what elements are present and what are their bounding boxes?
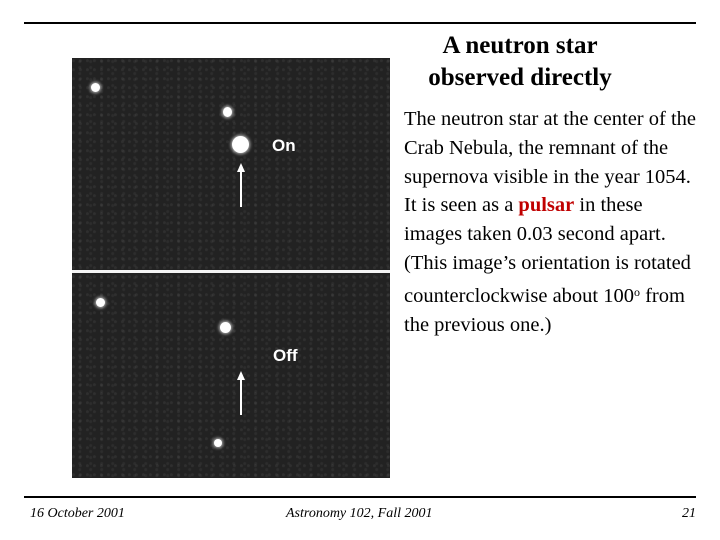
pulsar-on-star bbox=[232, 136, 249, 153]
description-text-1: The neutron star at the center of the Crab Nebula, the remnant of the supernova visible in the year 1054. It is seen as a bbox=[404, 108, 696, 217]
page-number: 21 bbox=[682, 506, 696, 521]
slide-title bbox=[400, 30, 640, 94]
top-rule bbox=[24, 22, 696, 24]
star bbox=[220, 322, 231, 333]
arrow-up-icon bbox=[234, 163, 248, 207]
panel-divider bbox=[72, 270, 390, 273]
arrow-up-icon bbox=[234, 371, 248, 415]
pulsar-highlight: pulsar bbox=[518, 194, 575, 217]
description-text-3: from the previous one.) bbox=[404, 284, 685, 336]
star bbox=[96, 298, 105, 307]
degree-symbol: o bbox=[633, 284, 640, 299]
footer-course: Astronomy 102, Fall 2001 bbox=[286, 506, 433, 521]
star bbox=[223, 107, 232, 117]
description-text-2: in these images taken 0.03 second apart. (This image’s orientation is rotated counterclockwise about 100 bbox=[404, 194, 691, 307]
label-on: On bbox=[272, 136, 296, 155]
title-line-1: A neutron star bbox=[442, 32, 598, 59]
pulsar-image bbox=[72, 58, 390, 478]
footer-date: 16 October 2001 bbox=[30, 506, 125, 521]
slide-description bbox=[404, 105, 704, 339]
label-off: Off bbox=[273, 346, 298, 365]
bottom-rule bbox=[24, 496, 696, 498]
star bbox=[91, 83, 100, 92]
title-line-2: observed directly bbox=[428, 64, 612, 91]
star bbox=[214, 439, 222, 447]
